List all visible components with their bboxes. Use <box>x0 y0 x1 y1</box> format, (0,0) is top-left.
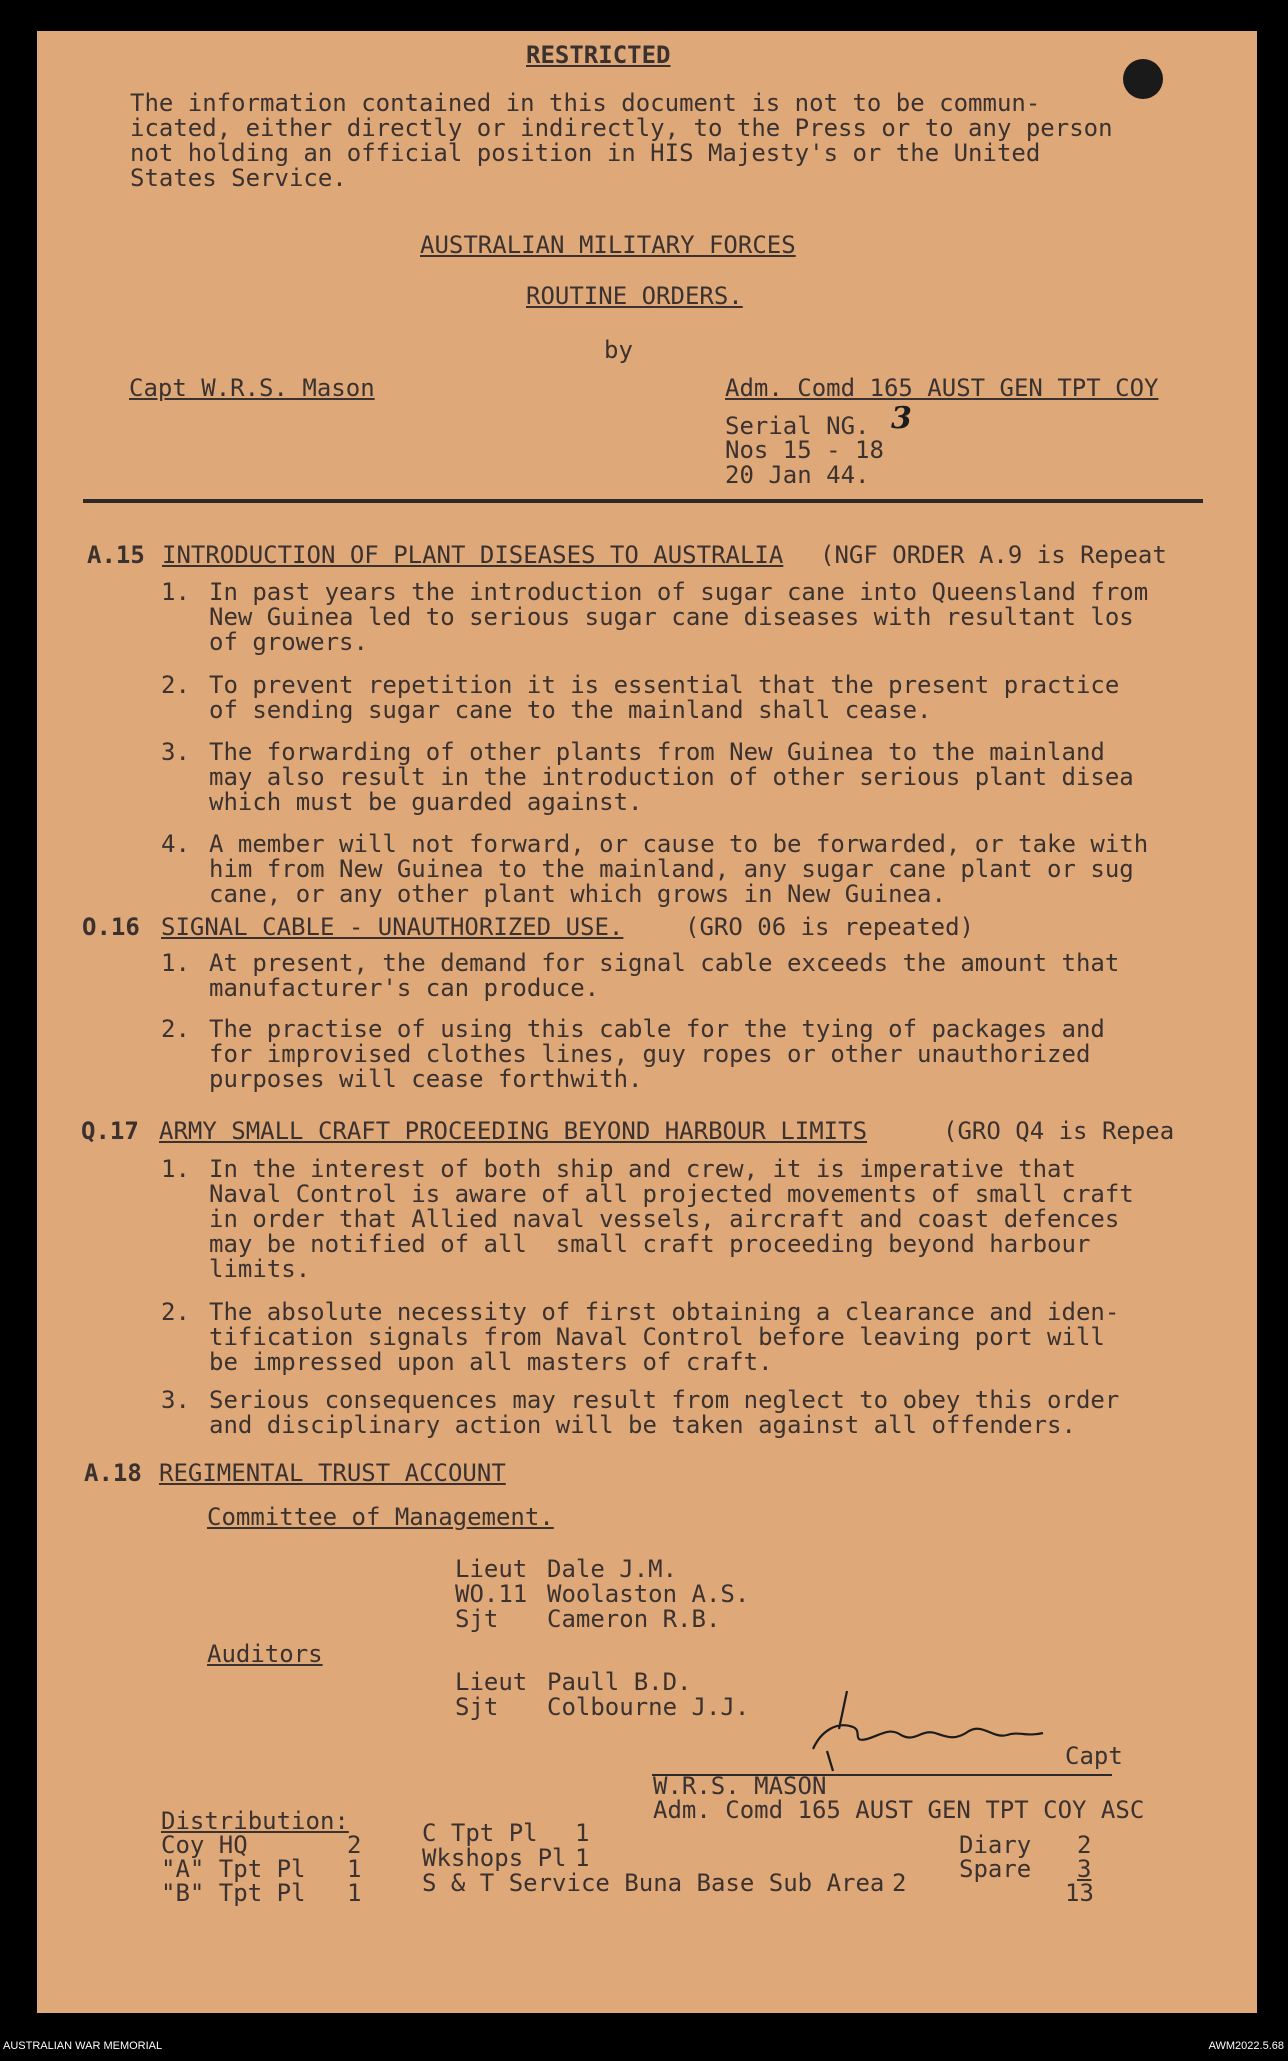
para-line: of growers. <box>209 628 368 656</box>
auditor-name: Colbourne J.J. <box>547 1693 750 1721</box>
order-number: Q.17 <box>81 1117 139 1145</box>
distribution-name: Coy HQ <box>161 1831 248 1859</box>
distribution-qty: 1 <box>347 1855 362 1883</box>
document-title: ROUTINE ORDERS. <box>526 282 743 310</box>
committee-label: Committee of Management. <box>207 1503 554 1531</box>
distribution-label: Distribution: <box>161 1807 349 1835</box>
distribution-qty: 2 <box>1077 1831 1092 1859</box>
distribution-name: C Tpt Pl <box>422 1819 538 1847</box>
distribution-name: S & T Service Buna Base Sub Area <box>422 1869 885 1897</box>
order-note: (NGF ORDER A.9 is Repeat <box>820 541 1167 569</box>
distribution-name: "B" Tpt Pl <box>161 1879 306 1907</box>
distribution-qty: 2 <box>347 1831 362 1859</box>
auditors-label: Auditors <box>207 1640 323 1668</box>
distribution-total: 13 <box>1065 1879 1094 1907</box>
para-number: 2. <box>161 1015 190 1043</box>
para-line: limits. <box>209 1255 311 1283</box>
distribution-name: Spare <box>959 1855 1032 1883</box>
para-number: 2. <box>161 1298 190 1326</box>
para-line: tification signals from Naval Control before leaving port will <box>209 1323 1105 1351</box>
member-name: Dale J.M. <box>547 1555 678 1583</box>
para-line: The absolute necessity of first obtaining a clearance and iden- <box>209 1298 1120 1326</box>
order-title: SIGNAL CABLE - UNAUTHORIZED USE. <box>161 913 624 941</box>
para-line: In the interest of both ship and crew, it is imperative that <box>209 1155 1076 1183</box>
para-number: 1. <box>161 1155 190 1183</box>
order-numbers: Nos 15 - 18 <box>725 436 884 464</box>
para-line: and disciplinary action will be taken against all offenders. <box>209 1411 1076 1439</box>
order-note: (GRO 06 is repeated) <box>685 913 974 941</box>
para-number: 3. <box>161 1386 190 1414</box>
handwritten-signature <box>807 1681 1067 1781</box>
para-line: The forwarding of other plants from New Guinea to the mainland <box>209 738 1105 766</box>
order-title: ARMY SMALL CRAFT PROCEEDING BEYOND HARBOUR LIMITS <box>159 1117 868 1145</box>
auditor-name: Paull B.D. <box>547 1668 692 1696</box>
signature-command: Adm. Comd 165 AUST GEN TPT COY ASC <box>653 1796 1145 1824</box>
order-date: 20 Jan 44. <box>725 461 870 489</box>
forces-heading: AUSTRALIAN MILITARY FORCES <box>420 231 796 259</box>
distribution-name: Diary <box>959 1831 1032 1859</box>
para-line: New Guinea led to serious sugar cane diseases with resultant los <box>209 603 1134 631</box>
order-title: REGIMENTAL TRUST ACCOUNT <box>159 1459 506 1487</box>
serial-handwritten: 3 <box>891 401 912 436</box>
para-line: may also result in the introduction of other serious plant disea <box>209 763 1134 791</box>
para-number: 1. <box>161 949 190 977</box>
para-line: In past years the introduction of sugar cane into Queensland from <box>209 578 1149 606</box>
notice-line: The information contained in this document is not to be commun- <box>130 89 1041 117</box>
para-line: At present, the demand for signal cable exceeds the amount that <box>209 949 1120 977</box>
order-number: O.16 <box>82 913 140 941</box>
officer-name: Capt W.R.S. Mason <box>129 374 375 402</box>
para-line: of sending sugar cane to the mainland shall cease. <box>209 696 932 724</box>
signature-name: W.R.S. MASON <box>653 1772 827 1800</box>
para-number: 4. <box>161 830 190 858</box>
distribution-qty: 3 <box>1077 1855 1092 1883</box>
para-line: which must be guarded against. <box>209 788 643 816</box>
punch-hole <box>1123 59 1163 99</box>
para-line: purposes will cease forthwith. <box>209 1065 643 1093</box>
footer-reference: AWM2022.5.68 <box>1208 2040 1284 2052</box>
order-title: INTRODUCTION OF PLANT DISEASES TO AUSTRALIA <box>162 541 784 569</box>
member-rank: Sjt <box>455 1605 499 1633</box>
para-line: Serious consequences may result from neglect to obey this order <box>209 1386 1120 1414</box>
notice-line: not holding an official position in HIS Majesty's or the United <box>130 139 1041 167</box>
para-line: cane, or any other plant which grows in New Guinea. <box>209 880 946 908</box>
para-line: Naval Control is aware of all projected movements of small craft <box>209 1180 1134 1208</box>
document-page <box>37 31 1257 2013</box>
para-line: may be notified of all small craft proceeding beyond harbour <box>209 1230 1091 1258</box>
para-line: A member will not forward, or cause to be forwarded, or take with <box>209 830 1149 858</box>
distribution-name: "A" Tpt Pl <box>161 1855 306 1883</box>
header-divider <box>83 499 1203 503</box>
para-line: The practise of using this cable for the tying of packages and <box>209 1015 1105 1043</box>
signature-rank: Capt <box>1065 1742 1123 1770</box>
member-name: Woolaston A.S. <box>547 1580 750 1608</box>
para-line: To prevent repetition it is essential that the present practice <box>209 671 1120 699</box>
order-number: A.18 <box>84 1459 142 1487</box>
notice-line: States Service. <box>130 164 347 192</box>
distribution-qty: 1 <box>575 1819 590 1847</box>
footer-credit: AUSTRALIAN WAR MEMORIAL <box>3 2040 163 2052</box>
para-line: be impressed upon all masters of craft. <box>209 1348 773 1376</box>
para-number: 1. <box>161 578 190 606</box>
distribution-qty: 2 <box>892 1869 907 1897</box>
para-line: in order that Allied naval vessels, aircraft and coast defences <box>209 1205 1120 1233</box>
distribution-qty: 1 <box>347 1879 362 1907</box>
distribution-qty: 1 <box>575 1844 590 1872</box>
serial-number: Serial NG. <box>725 412 870 440</box>
member-rank: WO.11 <box>455 1580 528 1608</box>
para-line: manufacturer's can produce. <box>209 974 600 1002</box>
member-name: Cameron R.B. <box>547 1605 721 1633</box>
auditor-rank: Lieut <box>455 1668 528 1696</box>
notice-line: icated, either directly or indirectly, to the Press or to any person <box>130 114 1113 142</box>
para-line: him from New Guinea to the mainland, any sugar cane plant or sug <box>209 855 1134 883</box>
member-rank: Lieut <box>455 1555 528 1583</box>
distribution-name: Wkshops Pl <box>422 1844 567 1872</box>
para-number: 2. <box>161 671 190 699</box>
command-name: Adm. Comd 165 AUST GEN TPT COY <box>725 374 1159 402</box>
order-number: A.15 <box>87 541 145 569</box>
by-label: by <box>604 336 633 364</box>
auditor-rank: Sjt <box>455 1693 499 1721</box>
order-note: (GRO Q4 is Repea <box>943 1117 1175 1145</box>
para-line: for improvised clothes lines, guy ropes or other unauthorized <box>209 1040 1091 1068</box>
classification-heading: RESTRICTED <box>526 41 671 69</box>
para-number: 3. <box>161 738 190 766</box>
